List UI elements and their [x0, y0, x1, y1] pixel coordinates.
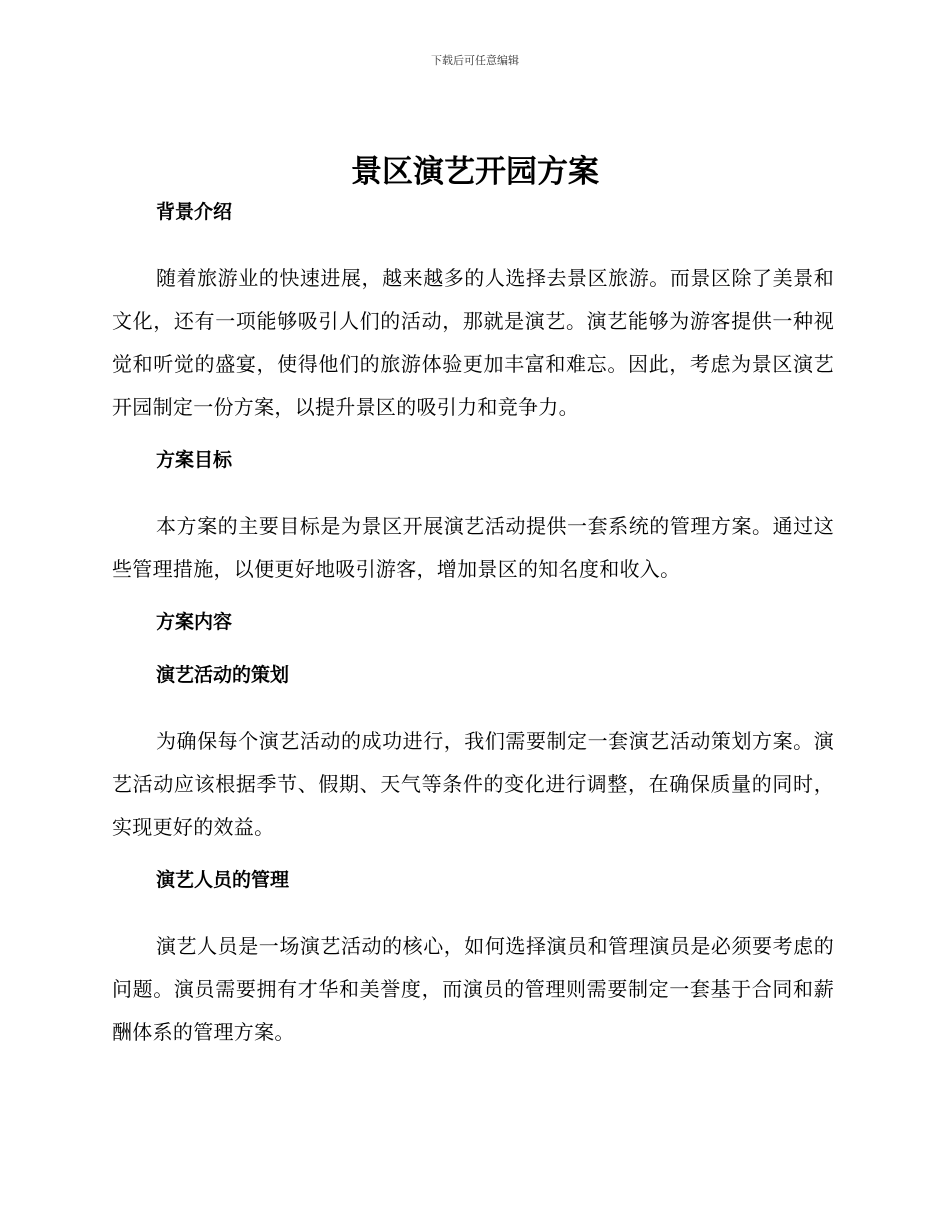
- section-paragraph-planning: 为确保每个演艺活动的成功进行，我们需要制定一套演艺活动策划方案。演艺活动应该根据季节、假期、天气等条件的变化进行调整，在确保质量的同时，实现更好的效益。: [112, 729, 834, 839]
- section-heading-goals: 方案目标: [156, 449, 233, 471]
- section-paragraph-staff: 演艺人员是一场演艺活动的核心，如何选择演员和管理演员是必须要考虑的问题。演员需要拥有才华和美誉度，而演员的管理则需要制定一套基于合同和薪酬体系的管理方案。: [112, 934, 834, 1044]
- section-heading-background: 背景介绍: [156, 201, 233, 223]
- section-heading-staff: 演艺人员的管理: [156, 869, 290, 891]
- document-body: [112, 198, 834, 1054]
- document-title: 景区演艺开园方案: [351, 154, 599, 190]
- section-heading-planning: 演艺活动的策划: [156, 664, 290, 686]
- section-heading-content: 方案内容: [156, 611, 233, 633]
- page-header-note: 下载后可任意编辑: [431, 54, 519, 67]
- section-paragraph-goals: 本方案的主要目标是为景区开展演艺活动提供一套系统的管理方案。通过这些管理措施，以便更好地吸引游客，增加景区的知名度和收入。: [112, 514, 834, 581]
- section-paragraph-background: 随着旅游业的快速进展，越来越多的人选择去景区旅游。而景区除了美景和文化，还有一项能够吸引人们的活动，那就是演艺。演艺能够为游客提供一种视觉和听觉的盛宴，使得他们的旅游体验更加丰富和难忘。因此，考虑为景区演艺开园制定一份方案，以提升景区的吸引力和竞争力。: [112, 266, 834, 419]
